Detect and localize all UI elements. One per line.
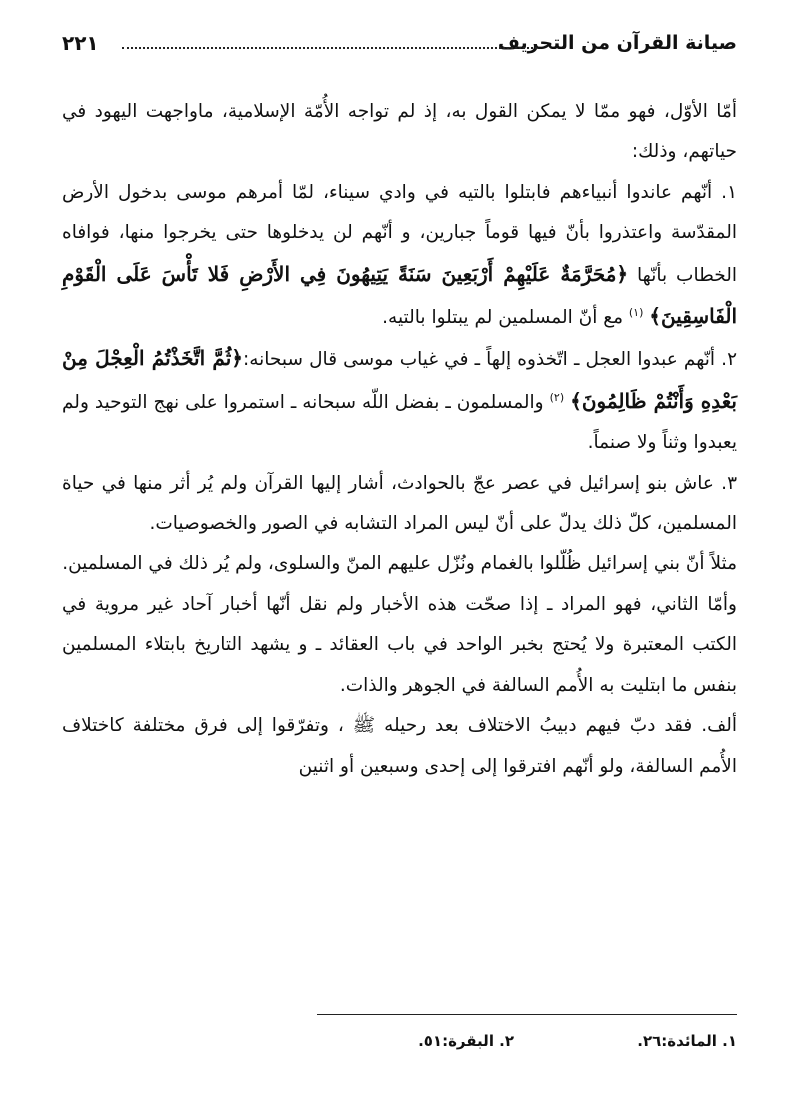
paragraph-text: ١. أنّهم عاندوا أنبياءهم فابتلوا بالتيه في وادي سيناء، لمّا أمرهم موسى بدخول الأرض المقدّسة واعتذروا بأنّ فيها قوماً جبارين، و أنّهم لن يدخلوها حتى يخرجوا منها، فوافاه الخطاب بأنّها [62, 181, 737, 286]
footnote-marker: (٢) [549, 390, 565, 404]
running-header [62, 28, 737, 58]
paragraph-point-1 [62, 173, 737, 339]
paragraph-point-2 [62, 338, 737, 463]
quran-verse: ﴿مُحَرَّمَةٌ عَلَيْهِمْ أَرْبَعِينَ سَنَةً يَتِيهُونَ فِي الأَرْضِ فَلا تَأْسَ عَلَى الْقَوْمِ الْفَاسِقِينَ﴾ [62, 261, 737, 329]
paragraph-alif: ألف. فقد دبّ فيهم دبيبُ الاختلاف بعد رحيله ﷺ ، وتفرّقوا إلى فرق مختلفة كاختلاف الأُمم السالفة، ولو أنّهم افترقوا إلى إحدى وسبعين أو اثنين [62, 715, 737, 777]
page-number: ٢٢١ [62, 31, 99, 55]
paragraph-text: مع أنّ المسلمين لم يبتلوا بالتيه. [382, 307, 629, 329]
footnote-1: ١. المائدة:٢٦. [637, 1032, 737, 1050]
quran-verse: ﴿ثُمَّ اتَّخَذْتُمُ الْعِجْلَ مِنْ بَعْدِهِ وَأَنْتُمْ ظَالِمُونَ﴾ [62, 346, 737, 413]
paragraph-example: مثلاً أنّ بني إسرائيل ظُلّلوا بالغمام ونُزّل عليهم المنّ والسلوى، ولم يُر ذلك في المسلمين. [62, 553, 737, 575]
footnote-separator [317, 1014, 737, 1015]
paragraph-second: وأمّا الثاني، فهو المراد ـ إذا صحّت هذه الأخبار ولم نقل أنّها أخبار آحاد غير مروية في الكتب المعتبرة ولا يُحتج بخبر الواحد في باب العقائد ـ و يشهد التاريخ بابتلاء المسلمين بنفس ما ابتليت به الأُمم السالفة في الجوهر والذات. [62, 593, 737, 696]
footnote-2: ٢. البقرة:٥١. [418, 1032, 515, 1050]
header-dotted-leader [122, 47, 537, 49]
footnotes [62, 1030, 737, 1052]
header-title: صيانة القرآن من التحريف [497, 32, 737, 54]
paragraph-text: والمسلمون ـ بفضل اللّه سبحانه ـ استمروا على نهج التوحيد ولم يعبدوا وثناً ولا صنماً. [62, 391, 737, 454]
body-text [62, 92, 737, 787]
footnote-marker: (١) [628, 305, 644, 319]
paragraph-point-3: ٣. عاش بنو إسرائيل في عصر عجّ بالحوادث، أشار إليها القرآن ولم يُر أثر منها في حياة المسلمين، كلّ ذلك يدلّ على أنّ ليس المراد التشابه في الصور والخصوصيات. [62, 472, 737, 535]
paragraph-text: ٢. أنّهم عبدوا العجل ـ اتّخذوه إلهاً ـ في غياب موسى قال سبحانه: [243, 349, 737, 371]
paragraph-intro: أمّا الأوّل، فهو ممّا لا يمكن القول به، إذ لم تواجه الأُمّة الإسلامية، ماواجهت اليهود في حياتهم، وذلك: [62, 101, 737, 163]
